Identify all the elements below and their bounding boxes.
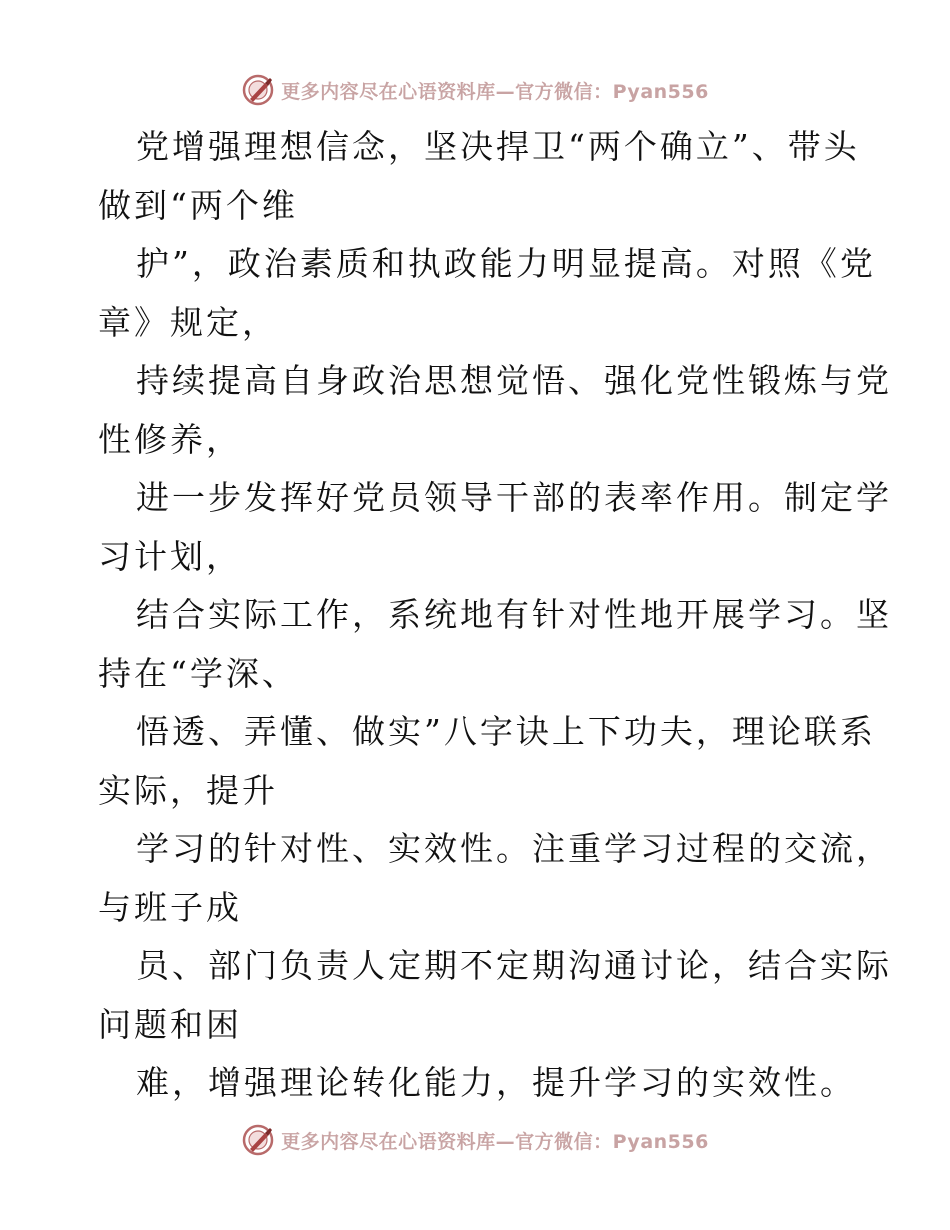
paragraph-line: 习计划， [98,536,242,576]
paragraph-line: 与班子成 [98,887,242,927]
watermark-text: 更多内容尽在心语资料库—官方微信：Pyan556 [281,1130,709,1153]
paragraph-line: 章》规定， [98,302,278,342]
paragraph [98,118,858,235]
paragraph-line: 党增强理想信念，坚决捍卫“两个确立”、带头 [136,127,860,166]
paragraph-line: 难，增强理论转化能力，提升学习的实效性。 [136,1063,856,1102]
paragraph-line: 性修养， [98,419,242,459]
paragraph-line: 持续提高自身政治思想觉悟、强化党性锻炼与党 [136,361,892,400]
paragraph-line: 员、部门负责人定期不定期沟通讨论，结合实际 [136,946,892,985]
paragraph-line: 进一步发挥好党员领导干部的表率作用。制定学 [136,478,892,517]
paragraph [98,352,892,469]
paragraph [98,937,892,1054]
pen-seal-logo-icon [241,1123,275,1157]
watermark-text: 更多内容尽在心语资料库—官方微信：Pyan556 [281,80,709,103]
paragraph [98,1054,858,1113]
paragraph-line: 实际，提升 [98,770,278,810]
header-watermark [0,70,950,110]
paragraph [98,820,892,937]
paragraph-line: 做到“两个维 [98,185,298,225]
document-body [98,118,892,1113]
paragraph-line: 护”，政治素质和执政能力明显提高。对照《党 [136,244,876,283]
paragraph [98,235,876,352]
paragraph-line: 结合实际工作，系统地有针对性地开展学习。坚 [136,595,892,634]
paragraph [98,469,892,586]
paragraph-line: 问题和困 [98,1004,242,1044]
paragraph-line: 学习的针对性、实效性。注重学习过程的交流， [136,829,892,868]
paragraph-line: 悟透、弄懂、做实”八字诀上下功夫，理论联系 [136,712,876,751]
pen-seal-logo-icon [241,73,275,107]
paragraph [98,586,892,703]
footer-watermark [0,1120,950,1160]
paragraph [98,703,876,820]
paragraph-line: 持在“学深、 [98,653,298,693]
